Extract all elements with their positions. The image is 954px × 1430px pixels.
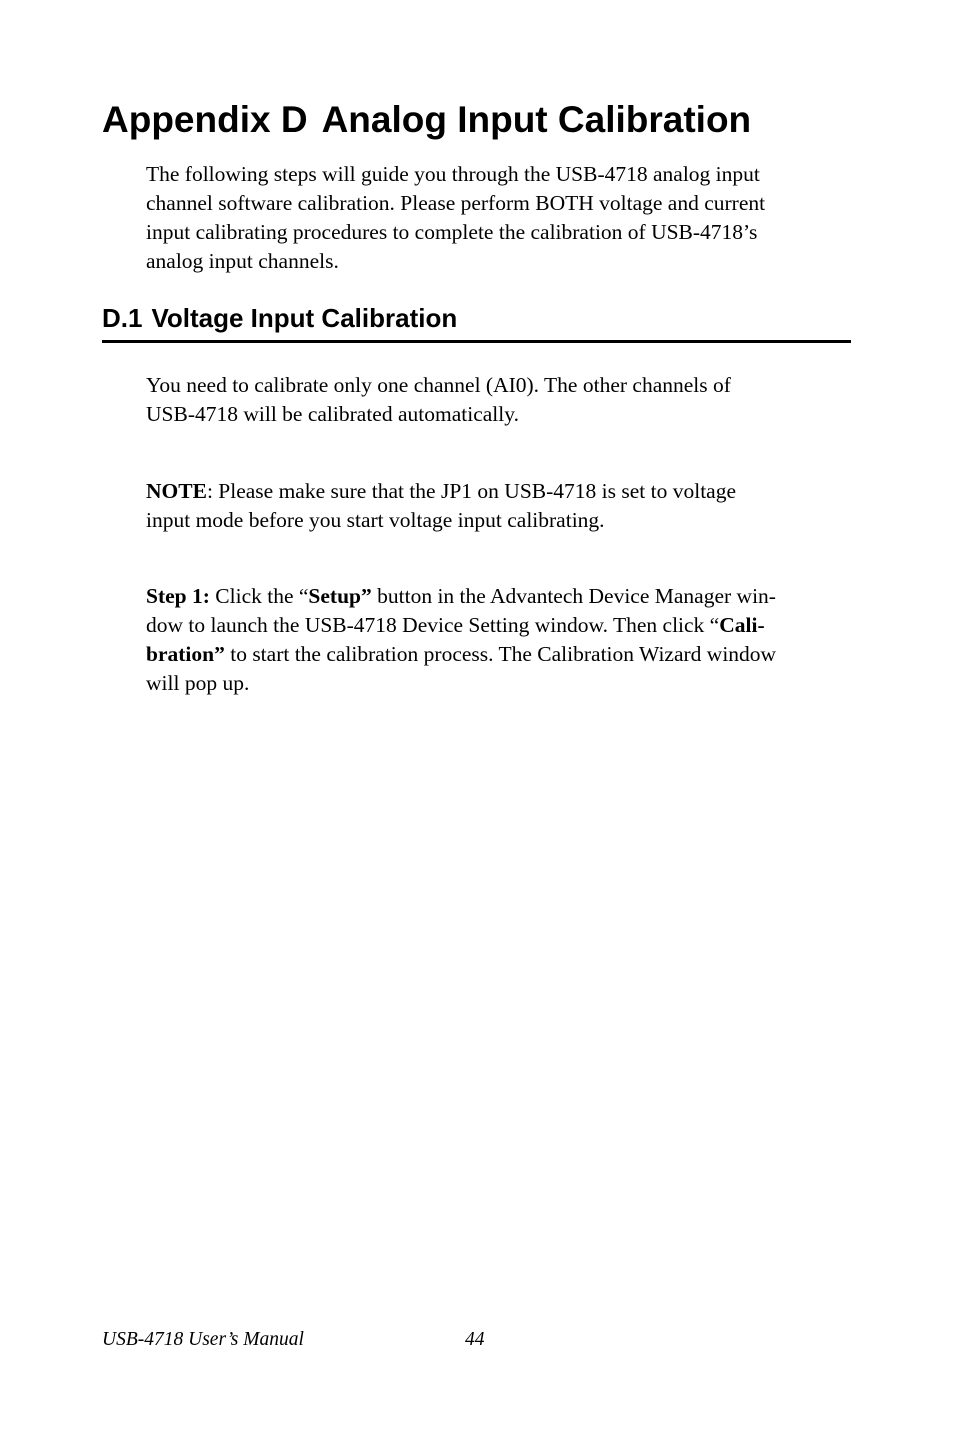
text-line: will pop up. — [146, 671, 250, 695]
note-text: : Please make sure that the JP1 on USB-4718 is set to voltage — [206, 479, 737, 503]
text-line — [146, 582, 866, 611]
appendix-title: Analog Input Calibration — [321, 99, 752, 140]
text-line — [146, 611, 866, 640]
section-heading — [102, 300, 851, 343]
intro-paragraph — [146, 160, 866, 276]
step-1-paragraph — [146, 582, 866, 698]
step-text: button in the Advantech Device Manager win- — [371, 584, 776, 608]
text-line — [146, 477, 866, 506]
section-number: D.1 — [102, 303, 143, 333]
note-paragraph — [146, 477, 866, 535]
channel-paragraph — [146, 371, 866, 429]
text-line: input calibrating procedures to complete the calibration of USB-4718’s — [146, 220, 758, 244]
text-line: analog input channels. — [146, 249, 339, 273]
footer-page-number: 44 — [465, 1329, 485, 1350]
step-text: to start the calibration process. The Calibration Wizard window — [224, 642, 777, 666]
footer-manual-title: USB-4718 User’s Manual — [102, 1329, 304, 1350]
setup-button-reference: Setup” — [308, 584, 372, 608]
text-line — [146, 640, 866, 669]
note-label: NOTE — [146, 479, 207, 503]
text-line: USB-4718 will be calibrated automatically. — [146, 402, 519, 426]
text-line: You need to calibrate only one channel (AI0). The other channels of — [146, 373, 731, 397]
step-text: Click the “ — [209, 584, 309, 608]
step-text: dow to launch the USB-4718 Device Setting window. Then click “ — [146, 613, 720, 637]
calibration-button-reference: Cali- — [719, 613, 765, 637]
text-line: input mode before you start voltage input calibrating. — [146, 508, 605, 532]
calibration-button-reference: bration” — [146, 642, 225, 666]
page-title — [102, 96, 751, 144]
appendix-label: Appendix D — [102, 99, 308, 140]
section-title: Voltage Input Calibration — [151, 303, 458, 333]
text-line: The following steps will guide you through the USB-4718 analog input — [146, 162, 760, 186]
text-line: channel software calibration. Please perform BOTH voltage and current — [146, 191, 766, 215]
step-label: Step 1: — [146, 584, 210, 608]
